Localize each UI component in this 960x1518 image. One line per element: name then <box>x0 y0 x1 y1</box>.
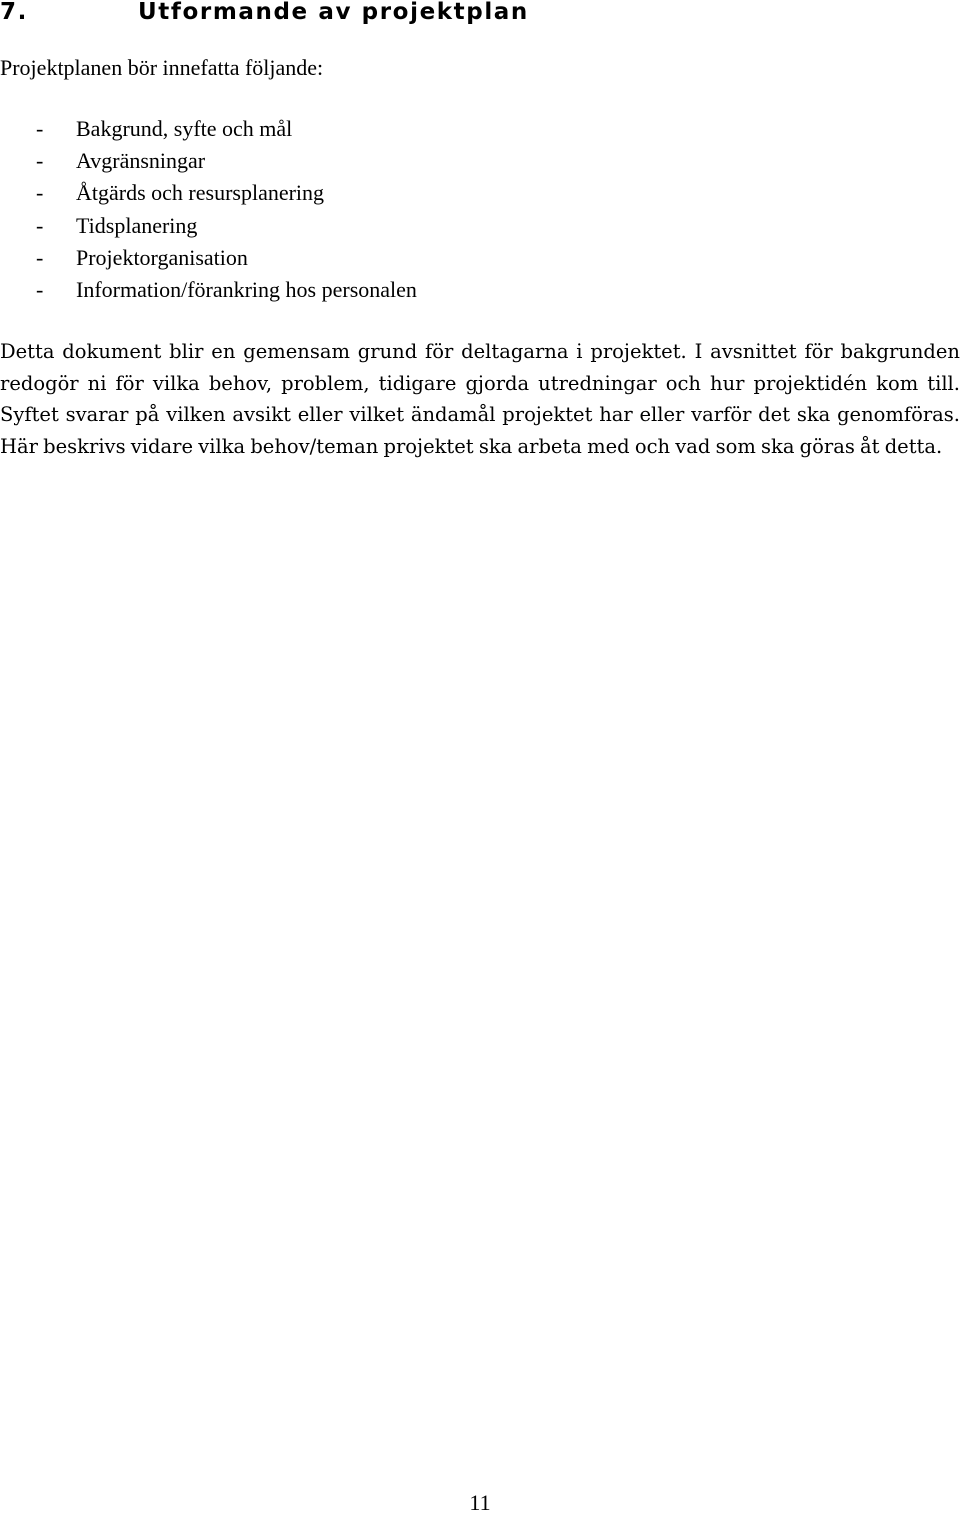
list-item-text: Projektorganisation <box>76 244 248 270</box>
list-item <box>36 177 417 209</box>
list-item-text: Bakgrund, syfte och mål <box>76 116 293 141</box>
list-bullet: - <box>36 180 44 206</box>
body-paragraph: Detta dokument blir en gemensam grund för deltagarna i projektet. I avsnittet för bakgrunden redogör ni för vilka behov, problem, tidigare gjorda utredningar och hur projektidén kom till. Syftet svarar på vilken avsikt eller vilket ändamål projektet har eller varför det ska genomföras. Här beskrivs vidare vilka behov/teman projektet ska arbeta med och vad som ska göras åt detta. <box>0 340 960 458</box>
list-item <box>36 274 417 306</box>
list-bullet: - <box>36 244 44 270</box>
list-item <box>36 210 417 242</box>
page-number: 11 <box>469 1490 491 1515</box>
intro-text: Projektplanen bör innefatta följande: <box>0 55 324 80</box>
list-bullet: - <box>36 148 44 174</box>
section-title: Utformande av projektplan <box>138 0 529 25</box>
list-item <box>36 242 417 274</box>
list-item-text: Avgränsningar <box>76 148 206 174</box>
list-item-text: Information/förankring hos personalen <box>76 277 417 303</box>
list-item <box>36 145 417 177</box>
section-number: 7. <box>0 0 28 25</box>
section-heading <box>0 0 529 26</box>
list-item-text: Tidsplanering <box>76 212 198 238</box>
list-item <box>36 113 417 145</box>
list-bullet: - <box>36 116 44 141</box>
list-bullet: - <box>36 277 44 303</box>
list-bullet: - <box>36 212 44 238</box>
contents-list <box>36 113 417 306</box>
list-item-text: Åtgärds och resursplanering <box>76 180 325 206</box>
